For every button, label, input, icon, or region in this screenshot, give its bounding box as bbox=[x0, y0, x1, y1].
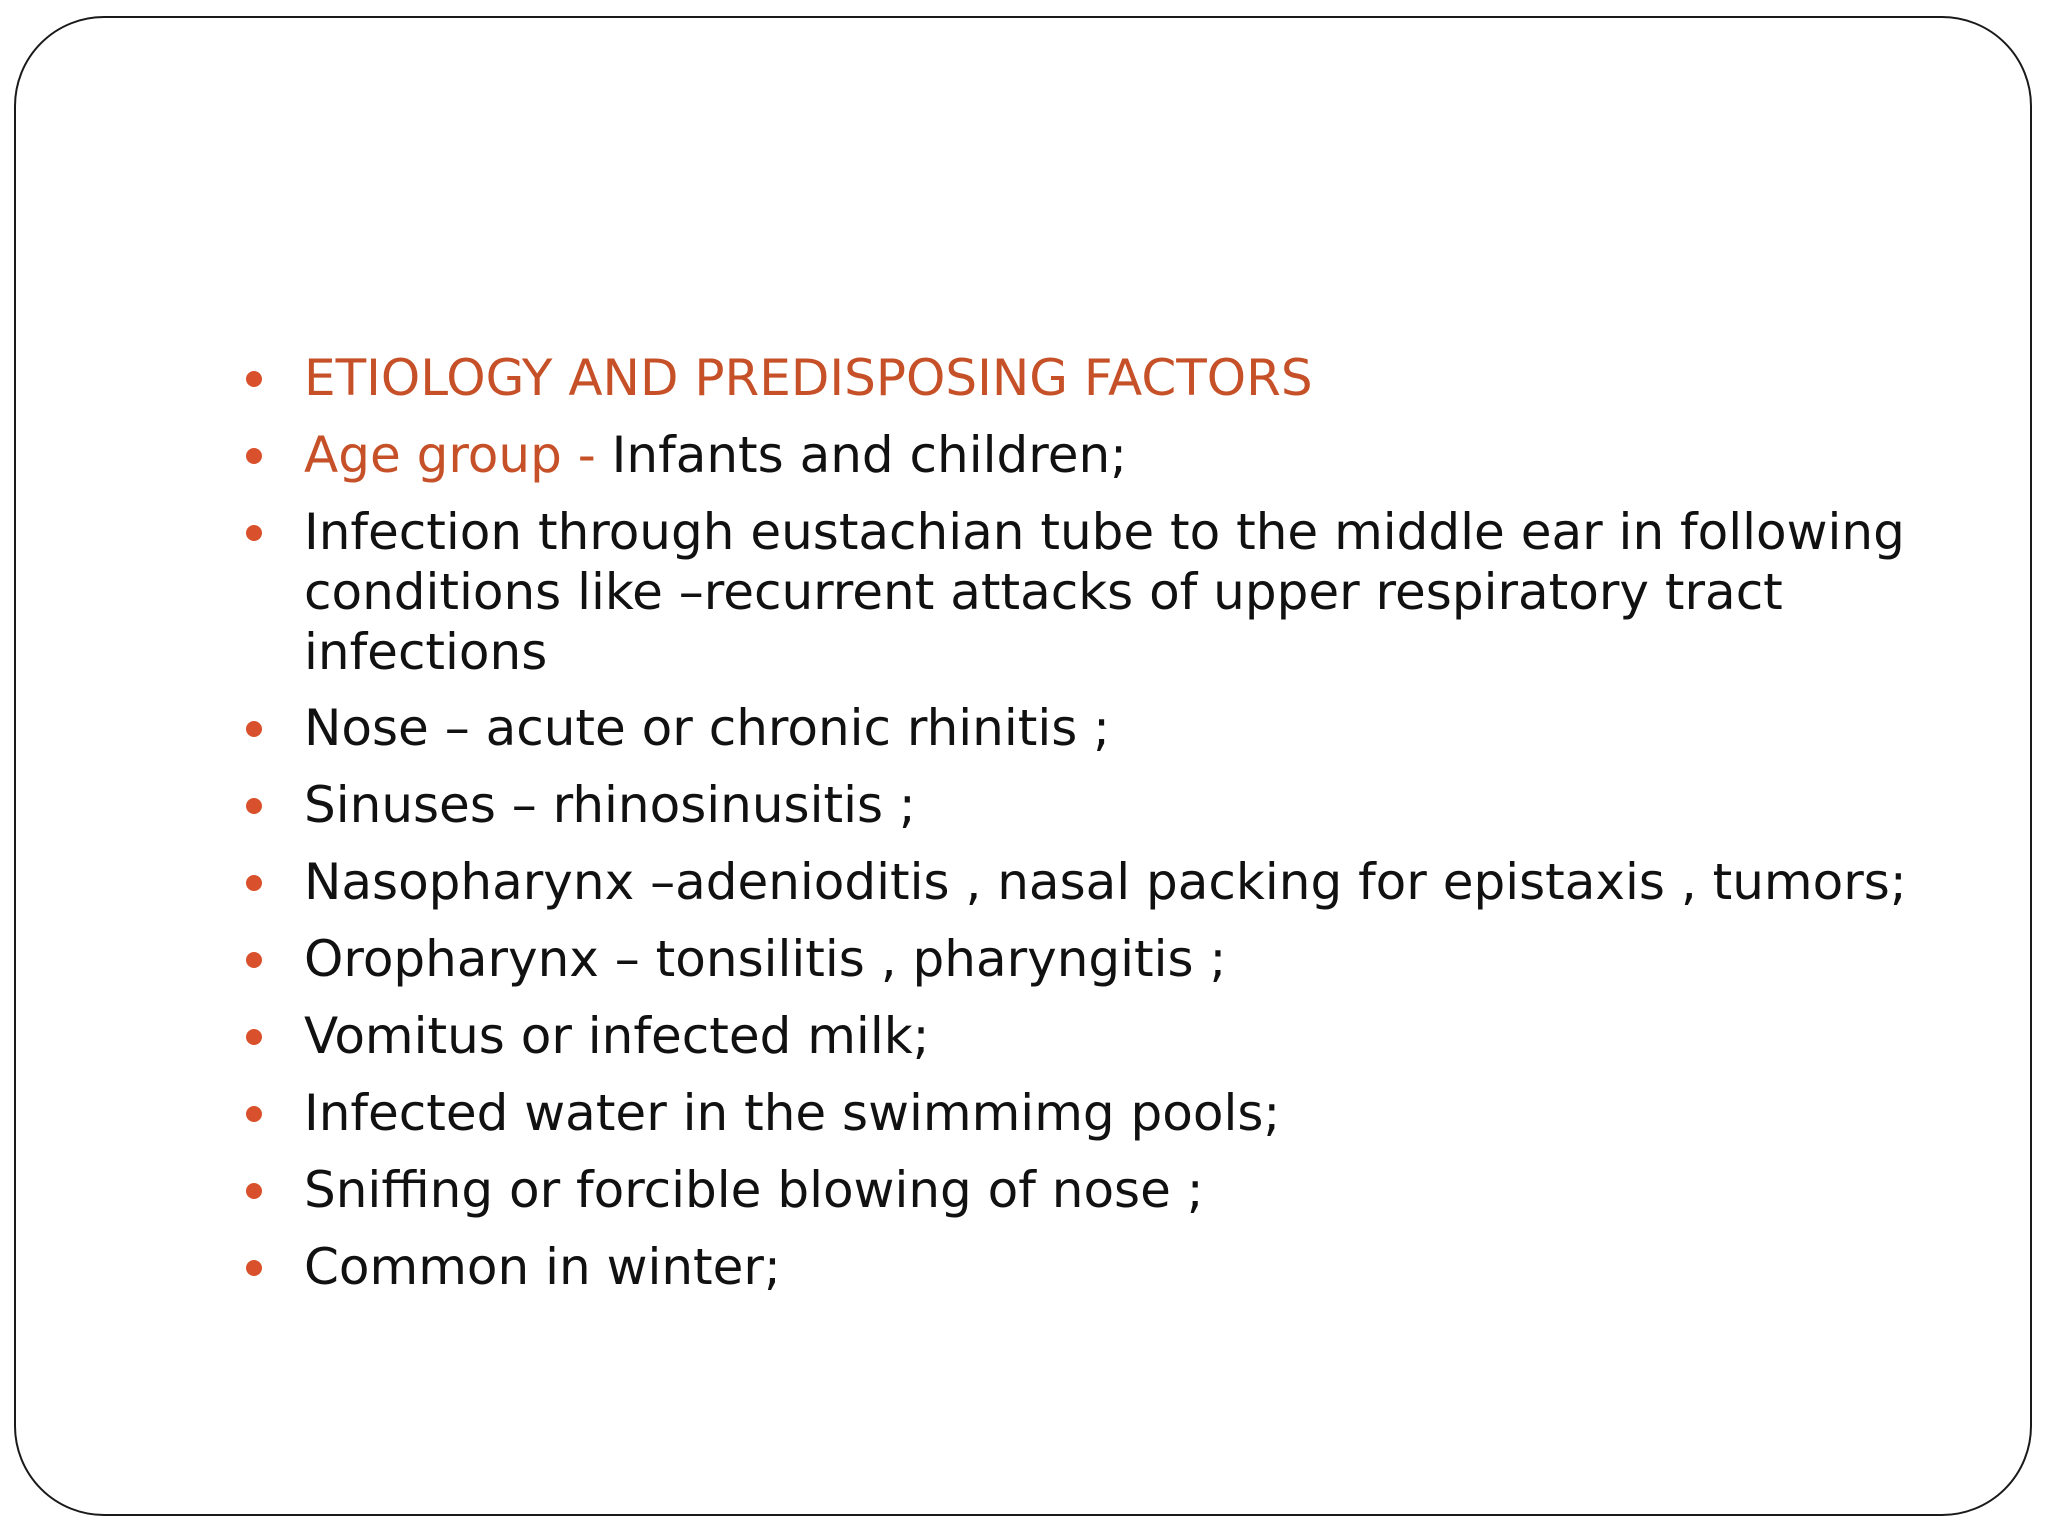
age-group-text: Infants and children; bbox=[611, 426, 1127, 484]
bullet-dot-icon bbox=[246, 371, 262, 387]
list-item-vomitus bbox=[246, 1006, 1966, 1067]
sinuses-text: Sinuses – rhinosinusitis ; bbox=[304, 776, 916, 834]
bullet-dot-icon bbox=[246, 1029, 262, 1045]
list-item-nose bbox=[246, 698, 1966, 759]
bullet-dot-icon bbox=[246, 1183, 262, 1199]
bullet-list bbox=[246, 348, 1966, 1314]
heading-text: ETIOLOGY AND PREDISPOSING FACTORS bbox=[304, 349, 1313, 407]
list-item-heading bbox=[246, 348, 1966, 409]
sniffing-text: Sniffing or forcible blowing of nose ; bbox=[304, 1161, 1204, 1219]
bullet-dot-icon bbox=[246, 525, 262, 541]
bullet-dot-icon bbox=[246, 1260, 262, 1276]
nose-text: Nose – acute or chronic rhinitis ; bbox=[304, 699, 1111, 757]
infection-text: Infection through eustachian tube to the middle ear in following conditions like –recurrent attacks of upper respiratory tract infections bbox=[304, 503, 1905, 681]
nasopharynx-text: Nasopharynx –adenioditis , nasal packing for epistaxis , tumors; bbox=[304, 853, 1907, 911]
bullet-dot-icon bbox=[246, 448, 262, 464]
list-item-infection bbox=[246, 502, 1966, 682]
slide-frame bbox=[14, 16, 2032, 1516]
vomitus-text: Vomitus or infected milk; bbox=[304, 1007, 930, 1065]
oropharynx-text: Oropharynx – tonsilitis , pharyngitis ; bbox=[304, 930, 1227, 988]
list-item-winter bbox=[246, 1237, 1966, 1298]
list-item-age-group bbox=[246, 425, 1966, 486]
bullet-dot-icon bbox=[246, 721, 262, 737]
list-item-nasopharynx bbox=[246, 852, 1966, 913]
winter-text: Common in winter; bbox=[304, 1238, 781, 1296]
bullet-dot-icon bbox=[246, 798, 262, 814]
list-item-sinuses bbox=[246, 775, 1966, 836]
infected-water-text: Infected water in the swimmimg pools; bbox=[304, 1084, 1281, 1142]
bullet-dot-icon bbox=[246, 952, 262, 968]
age-group-label: Age group - bbox=[304, 426, 612, 484]
list-item-infected-water bbox=[246, 1083, 1966, 1144]
bullet-dot-icon bbox=[246, 875, 262, 891]
bullet-dot-icon bbox=[246, 1106, 262, 1122]
list-item-sniffing bbox=[246, 1160, 1966, 1221]
list-item-oropharynx bbox=[246, 929, 1966, 990]
